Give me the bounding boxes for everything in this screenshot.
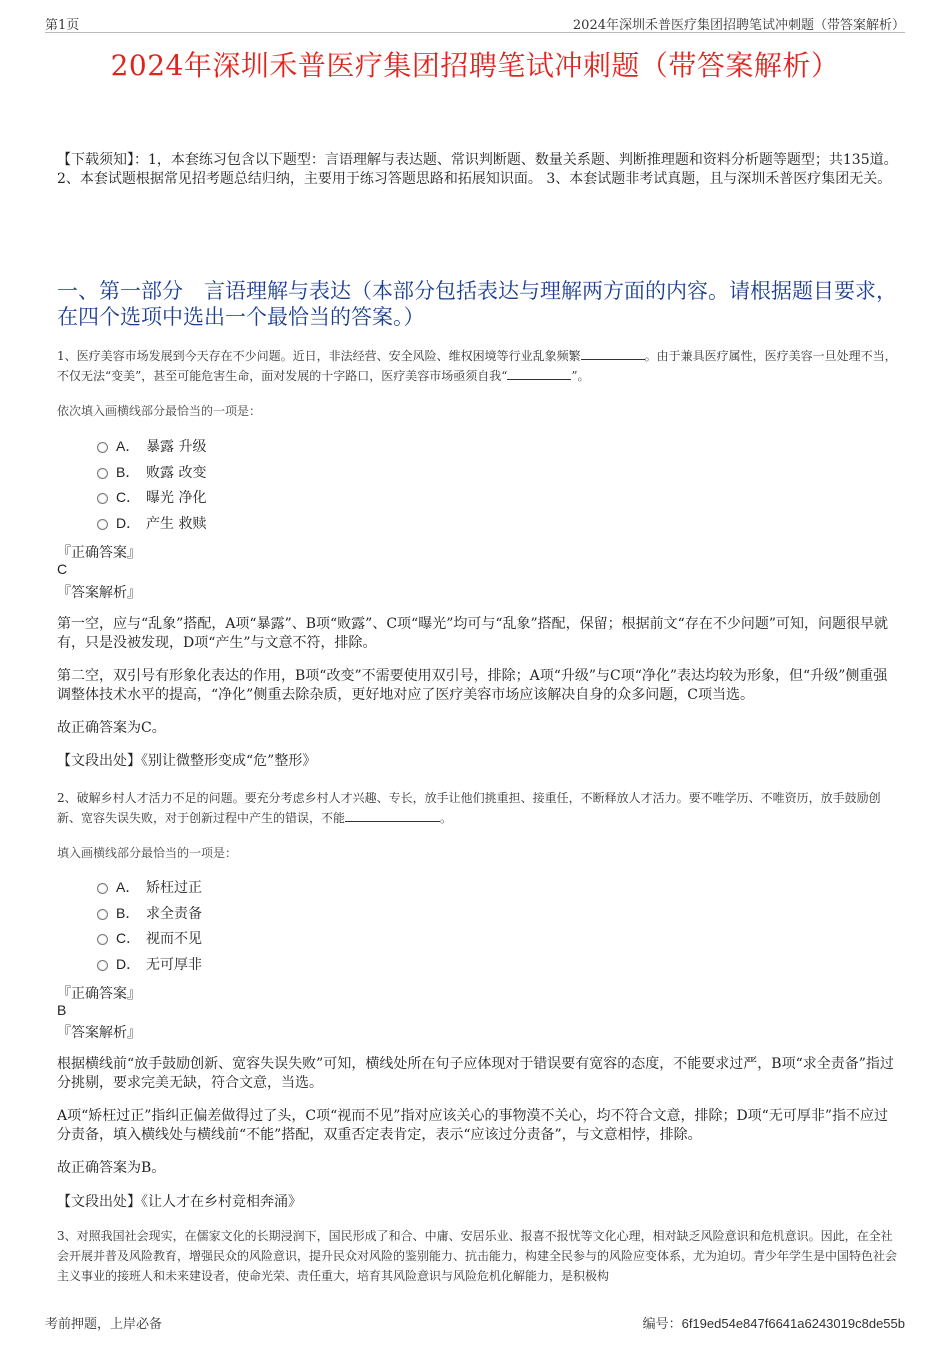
page-number: 第1页: [45, 18, 80, 33]
document-title: 2024年深圳禾普医疗集团招聘笔试冲刺题（带答案解析）: [110, 49, 840, 82]
option-d[interactable]: D． 产生 救赎: [97, 514, 206, 532]
analysis-label: 『答案解析』: [57, 1025, 141, 1041]
radio-icon[interactable]: [97, 934, 108, 945]
analysis-label: 『答案解析』: [57, 585, 141, 601]
header-doc-title: 2024年深圳禾普医疗集团招聘笔试冲刺题（带答案解析）: [572, 18, 905, 33]
analysis-conclusion: 故正确答案为C。: [57, 720, 166, 736]
section-heading: 一、第一部分 言语理解与表达（本部分包括表达与理解两方面的内容。请根据题目要求，在四个选项中选出一个最恰当的答案。）: [57, 279, 897, 329]
analysis-paragraph: 第一空，应与“乱象”搭配，A项“暴露”、B项“败露”、C项“曝光”均可与“乱象”搭配，保留；根据前文“存在不少问题”可知，问题很早就有，只是没被发现，D项“产生”与文意不符，排除。: [57, 616, 888, 651]
correct-answer-label: 『正确答案』: [57, 545, 141, 561]
answer-blank: [345, 809, 440, 822]
source-citation: 【文段出处】《别让微整形变成“危”整形》: [57, 753, 317, 769]
radio-icon[interactable]: [97, 909, 108, 920]
analysis-conclusion: 故正确答案为B。: [57, 1160, 166, 1176]
question-2-text: 2、破解乡村人才活力不足的问题。要充分考虑乡村人才兴趣、专长，放手让他们挑重担、接重任，不断释放人才活力。要不唯学历、不唯资历，放手鼓励创新、宽容失误失败，对于创新过程中产生的错误，不能 。: [57, 791, 881, 825]
analysis-paragraph: 第二空，双引号有形象化表达的作用，B项“改变”不需要使用双引号，排除；A项“升级”与C项“净化”表达均较为形象，但“升级”侧重强调整体技术水平的提高，“净化”侧重去除杂质，更好地对应了医疗美容市场应该解决自身的众多问题，C项当选。: [57, 668, 888, 703]
correct-answer: C: [57, 561, 68, 577]
question-2-prompt: 填入画横线部分最恰当的一项是：: [57, 846, 238, 860]
page-footer: [45, 1313, 905, 1332]
option-b[interactable]: B． 败露 改变: [97, 463, 206, 481]
radio-icon[interactable]: [97, 468, 108, 479]
option-c[interactable]: C． 曝光 净化: [97, 488, 206, 506]
option-b[interactable]: B． 求全责备: [97, 904, 202, 922]
page-header: [45, 14, 905, 33]
document-code: 编号：6f19ed54e847f6641a6243019c8de55b: [642, 1316, 905, 1332]
correct-answer: B: [57, 1002, 67, 1018]
radio-icon[interactable]: [97, 493, 108, 504]
analysis-paragraph: A项“矫枉过正”指纠正偏差做得过了头，C项“视而不见”指对应该关心的事物漠不关心，均不符合文意，排除；D项“无可厚非”指不应过分责备，填入横线处与横线前“不能”搭配，双重否定表肯定，表示“应该过分责备”，与文意相悖，排除。: [57, 1108, 888, 1143]
answer-blank: [507, 367, 571, 380]
question-3-text: 3、对照我国社会现实，在儒家文化的长期浸润下，国民形成了和合、中庸、安居乐业、报喜不报忧等文化心理，相对缺乏风险意识和危机意识。因此，在全社会开展并普及风险教育，增强民众的风险意识，提升民众对风险的鉴别能力、抗击能力，构建全民参与的风险应变体系，尤为迫切。青少年学生是中国特色社会主义事业的接班人和未来建设者，使命光荣、责任重大，培育其风险意识与风险危机化解能力，是积极构: [57, 1229, 898, 1283]
answer-blank: [581, 347, 645, 360]
correct-answer-label: 『正确答案』: [57, 986, 141, 1002]
radio-icon[interactable]: [97, 960, 108, 971]
question-1-prompt: 依次填入画横线部分最恰当的一项是：: [57, 404, 262, 418]
radio-icon[interactable]: [97, 442, 108, 453]
analysis-paragraph: 根据横线前“放手鼓励创新、宽容失误失败”可知，横线处所在句子应体现对于错误要有宽容的态度，不能要求过严，B项“求全责备”指过分挑剔，要求完美无缺，符合文意，当选。: [57, 1056, 894, 1091]
question-1-text: 1、医疗美容市场发展到今天存在不少问题。近日，非法经营、安全风险、维权困境等行业乱象频繁 。由于兼具医疗属性，医疗美容一旦处理不当，不仅无法“变美”，甚至可能危害生命，面对发展的十字路口，医疗美容市场亟须自我“ ”。: [57, 349, 897, 383]
radio-icon[interactable]: [97, 519, 108, 530]
option-a[interactable]: A． 矫枉过正: [97, 878, 202, 896]
download-notice: 【下载须知】：1，本套练习包含以下题型：言语理解与表达题、常识判断题、数量关系题、判断推理题和资料分析题等题型；共135道。 2、本套试题根据常见招考题总结归纳，主要用于练习答题思路和拓展知识面。 3、本套试题非考试真题，且与深圳禾普医疗集团无关。: [57, 152, 898, 187]
option-a[interactable]: A． 暴露 升级: [97, 437, 206, 455]
radio-icon[interactable]: [97, 883, 108, 894]
source-citation: 【文段出处】《让人才在乡村竞相奔涌》: [57, 1194, 302, 1210]
option-c[interactable]: C． 视而不见: [97, 929, 202, 947]
footer-slogan: 考前押题，上岸必备: [45, 1317, 163, 1332]
option-d[interactable]: D． 无可厚非: [97, 955, 202, 973]
